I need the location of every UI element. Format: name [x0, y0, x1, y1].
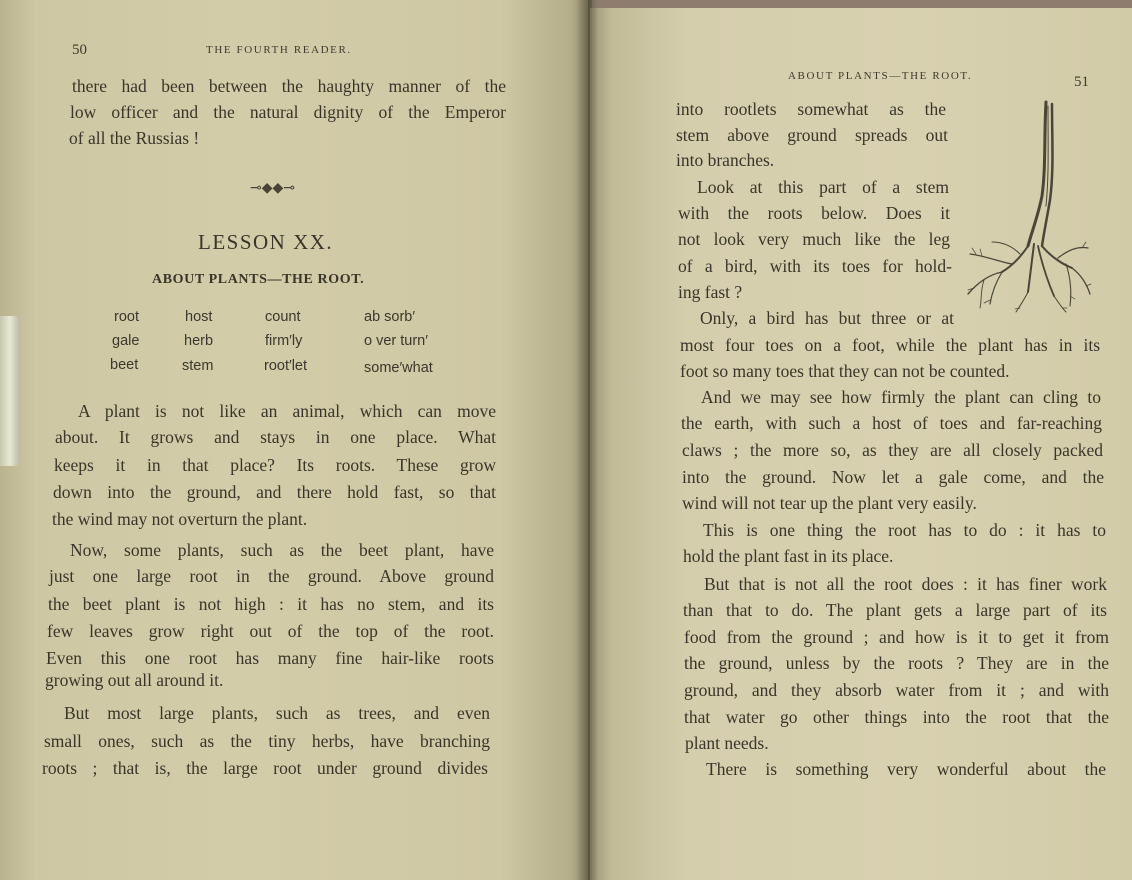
text-line: than that to do. The plant gets a large part of its — [683, 600, 1107, 620]
text-line: the earth, with such a host of toes and far-reaching — [681, 413, 1102, 433]
text-line: of a bird, with its toes for hold- — [678, 256, 952, 276]
text-line: Now, some plants, such as the beet plant, have — [70, 540, 494, 560]
text-line: just one large root in the ground. Above ground — [49, 566, 494, 586]
text-line: down into the ground, and there hold fast, so that — [53, 482, 496, 502]
ornament-divider: ⊸◆◆⊸ — [250, 181, 295, 196]
text-line: foot so many toes that they can not be counted. — [680, 361, 1010, 381]
text-line: stem above ground spreads out — [676, 125, 948, 145]
text-line: wind will not tear up the plant very easily. — [682, 493, 977, 513]
vocab-word: beet — [110, 357, 139, 373]
text-line: There is something very wonderful about the — [706, 759, 1106, 779]
text-line: about. It grows and stays in one place. What — [55, 427, 496, 447]
vocab-word: ab sorb′ — [364, 309, 416, 325]
text-line: into branches. — [676, 150, 775, 170]
vocab-word: root′let — [264, 358, 308, 374]
text-line: This is one thing the root has to do : it has to — [703, 520, 1106, 540]
running-head-left: THE FOURTH READER. — [206, 44, 352, 56]
vocab-word: firm′ly — [265, 333, 303, 349]
text-line: food from the ground ; and how is it to get it from — [684, 627, 1109, 647]
text-line: claws ; the more so, as they are all closely packed — [682, 440, 1103, 460]
text-line: A plant is not like an animal, which can move — [78, 401, 496, 421]
lesson-title: LESSON XX. — [198, 230, 334, 254]
vocab-word: stem — [182, 358, 214, 374]
vocab-word: root — [114, 309, 139, 325]
text-line: that water go other things into the root that the — [684, 707, 1109, 727]
running-head-right: ABOUT PLANTS—THE ROOT. — [788, 70, 973, 82]
text-line: Even this one root has many fine hair-like roots — [46, 648, 494, 668]
text-line: low officer and the natural dignity of the Emperor — [70, 102, 506, 122]
right-page — [590, 8, 1132, 880]
page-clip — [0, 316, 20, 466]
text-line: the wind may not overturn the plant. — [52, 509, 308, 529]
text-line: And we may see how firmly the plant can cling to — [701, 387, 1101, 407]
text-line: ing fast ? — [678, 282, 743, 302]
root-illustration — [962, 96, 1094, 316]
text-line: keeps it in that place? Its roots. These grow — [54, 455, 496, 475]
page-number-left: 50 — [72, 42, 87, 58]
vocab-word: some′what — [364, 360, 433, 376]
text-line: growing out all around it. — [45, 670, 224, 690]
text-line: roots ; that is, the large root under ground divides — [42, 758, 488, 778]
text-line: Look at this part of a stem — [697, 177, 949, 197]
text-line: there had been between the haughty manner of the — [72, 76, 506, 96]
text-line: the beet plant is not high : it has no stem, and its — [48, 594, 494, 614]
text-line: most four toes on a foot, while the plant has in its — [680, 335, 1100, 355]
text-line: not look very much like the leg — [678, 229, 950, 249]
text-line: Only, a bird has but three or at — [700, 308, 954, 328]
text-line: the ground, unless by the roots ? They are in the — [684, 653, 1109, 673]
text-line: small ones, such as the tiny herbs, have branching — [44, 731, 490, 751]
vocab-word: host — [185, 309, 213, 325]
text-line: into rootlets somewhat as the — [676, 99, 946, 119]
book-gutter — [576, 0, 598, 880]
lesson-subtitle: ABOUT PLANTS—THE ROOT. — [152, 272, 365, 287]
text-line: hold the plant fast in its place. — [683, 546, 894, 566]
text-line: with the roots below. Does it — [678, 203, 950, 223]
text-line: But most large plants, such as trees, and even — [64, 703, 490, 723]
vocab-word: gale — [112, 333, 140, 349]
vocab-word: herb — [184, 333, 214, 349]
text-line: But that is not all the root does : it has finer work — [704, 574, 1107, 594]
text-line: of all the Russias ! — [69, 128, 200, 148]
page-number-right: 51 — [1074, 74, 1089, 90]
text-line: into the ground. Now let a gale come, and the — [682, 467, 1104, 487]
text-line: plant needs. — [685, 733, 769, 753]
text-line: ground, and they absorb water from it ; and with — [684, 680, 1109, 700]
vocab-word: o ver turn′ — [364, 333, 428, 349]
vocab-word: count — [265, 309, 301, 325]
text-line: few leaves grow right out of the top of the root. — [47, 621, 494, 641]
